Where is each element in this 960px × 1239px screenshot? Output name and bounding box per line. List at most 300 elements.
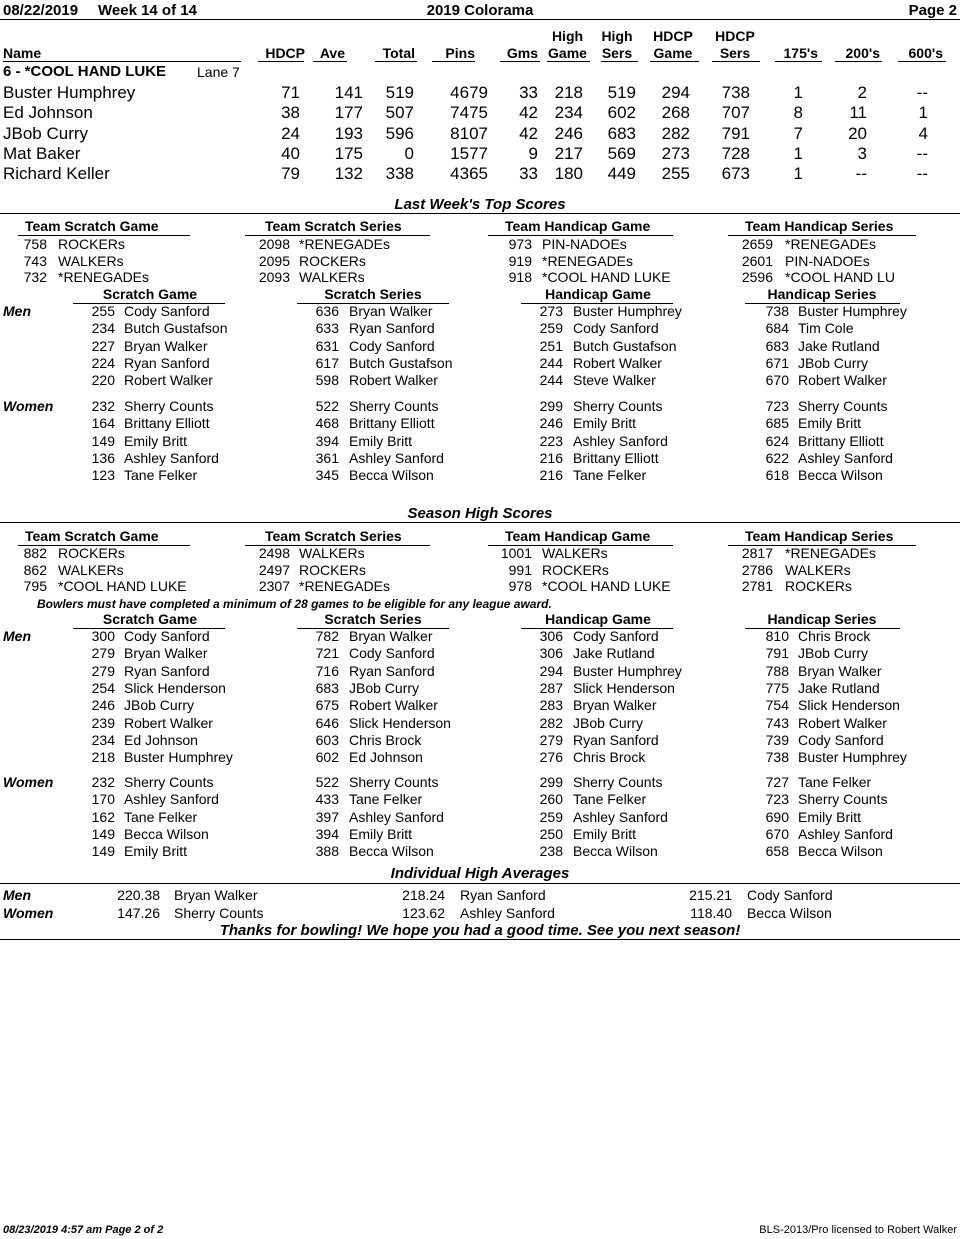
men-score: 633 bbox=[315, 320, 339, 337]
report-date: 08/22/2019 bbox=[3, 2, 79, 19]
avg-women-label: Women bbox=[3, 905, 54, 921]
col-high-sers-line2: Sers bbox=[601, 45, 633, 61]
men-score: 721 bbox=[315, 645, 339, 662]
men-bowler: Jake Rutland bbox=[573, 645, 655, 662]
team-score: 862 bbox=[23, 561, 47, 578]
men-bowler: Robert Walker bbox=[573, 354, 662, 371]
bowler-c200: 11 bbox=[849, 103, 867, 123]
men-bowler: Cody Sanford bbox=[349, 645, 435, 662]
team-name: ROCKERs bbox=[542, 561, 609, 578]
men-bowler: Cody Sanford bbox=[573, 628, 659, 644]
men-score: 788 bbox=[765, 662, 789, 679]
bowler-gms: 42 bbox=[519, 103, 538, 123]
col-high-sers-line1: High bbox=[601, 28, 633, 44]
women-bowler: Emily Britt bbox=[124, 432, 187, 449]
men-score: 294 bbox=[539, 662, 563, 679]
men-score: 273 bbox=[539, 303, 563, 319]
women-score: 149 bbox=[91, 432, 115, 449]
bowler-ave: 132 bbox=[334, 164, 363, 184]
team-name: *RENEGADEs bbox=[785, 545, 877, 561]
men-bowler: Ryan Sanford bbox=[124, 354, 210, 371]
page-number: Page 2 bbox=[908, 2, 957, 19]
men-bowler: Slick Henderson bbox=[124, 679, 226, 696]
men-score: 259 bbox=[539, 320, 563, 337]
col-underline bbox=[712, 61, 760, 62]
men-bowler: Robert Walker bbox=[349, 697, 438, 714]
women-score: 723 bbox=[765, 398, 789, 414]
team-name: *COOL HAND LU bbox=[785, 269, 895, 286]
bowler-hdcp: 79 bbox=[281, 164, 300, 184]
bowler-total: 338 bbox=[385, 164, 414, 184]
women-bowler: Becca Wilson bbox=[798, 467, 883, 484]
men-bowler: Ryan Sanford bbox=[573, 731, 659, 748]
bowler-c175: 1 bbox=[793, 143, 803, 163]
bowler-c175: 8 bbox=[793, 103, 803, 123]
women-score: 149 bbox=[91, 825, 115, 842]
col-underline bbox=[500, 61, 540, 62]
team-score: 2093 bbox=[258, 269, 290, 286]
bowler-total: 0 bbox=[404, 143, 414, 163]
women-score: 162 bbox=[91, 808, 115, 825]
team-lane: Lane 7 bbox=[197, 64, 240, 80]
women-label: Women bbox=[3, 774, 54, 790]
bowler-c175: 1 bbox=[793, 83, 803, 102]
men-score: 251 bbox=[539, 337, 563, 354]
bowler-hdg: 294 bbox=[661, 83, 690, 102]
men-score: 276 bbox=[539, 749, 563, 766]
women-bowler: Ashley Sanford bbox=[124, 791, 219, 808]
bowler-hg: 234 bbox=[554, 103, 583, 123]
men-bowler: Tim Cole bbox=[798, 320, 854, 337]
col-underline bbox=[3, 61, 241, 62]
team-name: *COOL HAND LUKE bbox=[58, 578, 187, 595]
women-bowler: Tane Felker bbox=[573, 791, 647, 808]
col-underline bbox=[547, 61, 590, 62]
col-ave: Ave bbox=[319, 45, 345, 61]
team-score: 2497 bbox=[258, 561, 290, 578]
women-bowler: Tane Felker bbox=[349, 791, 423, 808]
women-bowler: Sherry Counts bbox=[798, 791, 888, 808]
bowler-name: JBob Curry bbox=[3, 123, 89, 143]
team-score: 2596 bbox=[741, 269, 773, 286]
team-score: 2307 bbox=[258, 578, 290, 595]
bowler-hdcp: 24 bbox=[281, 123, 300, 143]
women-bowler: Sherry Counts bbox=[349, 398, 439, 414]
team-header: Team Scratch Series bbox=[265, 218, 402, 234]
men-score: 287 bbox=[539, 679, 563, 696]
men-bowler: Ed Johnson bbox=[124, 731, 198, 748]
men-score: 254 bbox=[91, 679, 115, 696]
women-score: 468 bbox=[315, 415, 339, 432]
women-score: 394 bbox=[315, 432, 339, 449]
averages-rule bbox=[0, 883, 960, 884]
women-score: 433 bbox=[315, 791, 339, 808]
men-score: 675 bbox=[315, 697, 339, 714]
women-score: 723 bbox=[765, 791, 789, 808]
bowler-hs: 569 bbox=[607, 143, 636, 163]
average-bowler: Sherry Counts bbox=[174, 905, 264, 921]
men-score: 646 bbox=[315, 714, 339, 731]
season-rule bbox=[0, 522, 960, 523]
team-score: 1001 bbox=[500, 545, 532, 561]
bowler-pins: 7475 bbox=[450, 103, 488, 123]
license-text: BLS-2013/Pro licensed to Robert Walker bbox=[759, 1224, 957, 1236]
men-score: 738 bbox=[765, 749, 789, 766]
men-score: 234 bbox=[91, 731, 115, 748]
col-underline bbox=[313, 61, 347, 62]
men-bowler: JBob Curry bbox=[349, 679, 420, 696]
women-score: 522 bbox=[315, 398, 339, 414]
bowler-pins: 8107 bbox=[450, 123, 488, 143]
men-score: 220 bbox=[91, 372, 115, 389]
closing-rule bbox=[0, 939, 960, 940]
team-name: WALKERs bbox=[785, 561, 851, 578]
bowler-hds: 738 bbox=[721, 83, 750, 102]
bowler-hdcp: 71 bbox=[281, 83, 300, 102]
women-score: 216 bbox=[539, 449, 563, 466]
women-score: 727 bbox=[765, 774, 789, 790]
men-bowler: Steve Walker bbox=[573, 372, 656, 389]
men-bowler: Jake Rutland bbox=[798, 337, 880, 354]
bowler-hds: 707 bbox=[721, 103, 750, 123]
men-bowler: Butch Gustafson bbox=[349, 354, 453, 371]
team-score: 2095 bbox=[258, 252, 290, 269]
team-score: 743 bbox=[23, 252, 47, 269]
men-score: 791 bbox=[765, 645, 789, 662]
bowler-c200: 2 bbox=[857, 83, 867, 102]
men-label: Men bbox=[3, 628, 31, 644]
average-value: 218.24 bbox=[402, 887, 445, 903]
women-score: 149 bbox=[91, 843, 115, 860]
men-score: 279 bbox=[539, 731, 563, 748]
women-score: 345 bbox=[315, 467, 339, 484]
average-value: 220.38 bbox=[117, 887, 160, 903]
women-bowler: Sherry Counts bbox=[573, 398, 663, 414]
men-bowler: Slick Henderson bbox=[349, 714, 451, 731]
men-score: 683 bbox=[765, 337, 789, 354]
men-score: 255 bbox=[91, 303, 115, 319]
individual-header: Scratch Series bbox=[324, 286, 422, 302]
men-bowler: Buster Humphrey bbox=[573, 662, 682, 679]
col-underline bbox=[775, 61, 822, 62]
women-score: 685 bbox=[765, 415, 789, 432]
bowler-gms: 33 bbox=[519, 164, 538, 184]
men-score: 234 bbox=[91, 320, 115, 337]
men-bowler: Cody Sanford bbox=[573, 320, 659, 337]
individual-header: Handicap Game bbox=[545, 286, 651, 302]
bowler-name: Richard Keller bbox=[3, 164, 110, 184]
team-name: WALKERs bbox=[299, 545, 365, 561]
women-bowler: Brittany Elliott bbox=[349, 415, 435, 432]
women-score: 670 bbox=[765, 825, 789, 842]
team-label: 6 - *COOL HAND LUKE bbox=[3, 63, 167, 80]
men-bowler: Ed Johnson bbox=[349, 749, 423, 766]
men-score: 300 bbox=[91, 628, 115, 644]
men-score: 282 bbox=[539, 714, 563, 731]
women-score: 622 bbox=[765, 449, 789, 466]
men-score: 218 bbox=[91, 749, 115, 766]
men-score: 670 bbox=[765, 372, 789, 389]
women-bowler: Sherry Counts bbox=[573, 774, 663, 790]
season-title: Season High Scores bbox=[407, 505, 553, 522]
men-score: 716 bbox=[315, 662, 339, 679]
women-bowler: Sherry Counts bbox=[124, 774, 214, 790]
men-bowler: Butch Gustafson bbox=[573, 337, 677, 354]
team-name: *RENEGADEs bbox=[58, 269, 150, 286]
women-bowler: Tane Felker bbox=[124, 808, 198, 825]
men-bowler: Buster Humphrey bbox=[798, 303, 907, 319]
bowler-total: 507 bbox=[385, 103, 414, 123]
women-score: 388 bbox=[315, 843, 339, 860]
bowler-total: 519 bbox=[385, 83, 414, 102]
women-bowler: Becca Wilson bbox=[349, 843, 434, 860]
team-name: ROCKERs bbox=[58, 545, 125, 561]
week-label: Week 14 of 14 bbox=[98, 2, 197, 19]
average-bowler: Ashley Sanford bbox=[460, 905, 555, 921]
women-score: 136 bbox=[91, 449, 115, 466]
team-score: 991 bbox=[508, 561, 532, 578]
bowler-total: 596 bbox=[385, 123, 414, 143]
men-bowler: Butch Gustafson bbox=[124, 320, 228, 337]
men-score: 782 bbox=[315, 628, 339, 644]
eligibility-note: Bowlers must have completed a minimum of 28 games to be eligible for any league award. bbox=[37, 597, 552, 611]
bowler-hdcp: 38 bbox=[281, 103, 300, 123]
col-hdcp: HDCP bbox=[265, 45, 305, 61]
col-name: Name bbox=[3, 45, 42, 61]
women-bowler: Brittany Elliott bbox=[798, 432, 884, 449]
women-bowler: Emily Britt bbox=[798, 415, 861, 432]
women-score: 123 bbox=[91, 467, 115, 484]
men-bowler: Chris Brock bbox=[349, 731, 422, 748]
women-bowler: Ashley Sanford bbox=[124, 449, 219, 466]
team-score: 2781 bbox=[741, 578, 773, 595]
women-bowler: Becca Wilson bbox=[124, 825, 209, 842]
header-rule bbox=[0, 19, 960, 20]
team-name: WALKERs bbox=[58, 561, 124, 578]
col-underline bbox=[650, 61, 699, 62]
bowler-gms: 33 bbox=[519, 83, 538, 102]
women-score: 232 bbox=[91, 398, 115, 414]
bowler-name: Mat Baker bbox=[3, 143, 81, 163]
women-bowler: Becca Wilson bbox=[798, 843, 883, 860]
women-score: 238 bbox=[539, 843, 563, 860]
team-name: ROCKERs bbox=[299, 561, 366, 578]
men-bowler: Robert Walker bbox=[798, 714, 887, 731]
team-name: PIN-NADOEs bbox=[785, 252, 870, 269]
average-value: 147.26 bbox=[117, 905, 160, 921]
men-bowler: Bryan Walker bbox=[124, 645, 208, 662]
women-score: 690 bbox=[765, 808, 789, 825]
men-bowler: Buster Humphrey bbox=[798, 749, 907, 766]
men-bowler: Buster Humphrey bbox=[573, 303, 682, 319]
women-bowler: Emily Britt bbox=[798, 808, 861, 825]
bowler-ave: 175 bbox=[334, 143, 363, 163]
team-name: WALKERs bbox=[542, 545, 608, 561]
men-score: 227 bbox=[91, 337, 115, 354]
team-header: Team Scratch Game bbox=[25, 528, 159, 544]
col-underline bbox=[601, 61, 638, 62]
col-pins: Pins bbox=[445, 45, 475, 61]
women-score: 618 bbox=[765, 467, 789, 484]
women-bowler: Emily Britt bbox=[349, 432, 412, 449]
men-score: 631 bbox=[315, 337, 339, 354]
men-bowler: Slick Henderson bbox=[573, 679, 675, 696]
men-bowler: Jake Rutland bbox=[798, 679, 880, 696]
col-high-game-line1: High bbox=[551, 28, 584, 44]
men-score: 683 bbox=[315, 679, 339, 696]
men-score: 684 bbox=[765, 320, 789, 337]
bowler-c600: -- bbox=[916, 83, 928, 102]
bowler-name: Ed Johnson bbox=[3, 103, 93, 123]
men-bowler: Ryan Sanford bbox=[124, 662, 210, 679]
average-bowler: Becca Wilson bbox=[747, 905, 832, 921]
women-bowler: Ashley Sanford bbox=[573, 432, 668, 449]
avg-men-label: Men bbox=[3, 887, 31, 903]
average-bowler: Bryan Walker bbox=[174, 887, 258, 903]
bowler-hs: 519 bbox=[607, 83, 636, 102]
women-bowler: Ashley Sanford bbox=[349, 808, 444, 825]
bowler-c600: -- bbox=[916, 143, 928, 163]
team-name: *RENEGADEs bbox=[542, 252, 634, 269]
report-title: 2019 Colorama bbox=[426, 2, 534, 19]
average-bowler: Ryan Sanford bbox=[460, 887, 546, 903]
team-header: Team Handicap Series bbox=[745, 528, 894, 544]
closing-message: Thanks for bowling! We hope you had a good time. See you next season! bbox=[219, 922, 741, 939]
men-score: 244 bbox=[539, 372, 563, 389]
bowler-hs: 683 bbox=[607, 123, 636, 143]
team-score: 919 bbox=[508, 252, 532, 269]
women-bowler: Ashley Sanford bbox=[798, 825, 893, 842]
women-bowler: Emily Britt bbox=[349, 825, 412, 842]
women-bowler: Tane Felker bbox=[124, 467, 198, 484]
women-score: 170 bbox=[91, 791, 115, 808]
women-score: 299 bbox=[539, 774, 563, 790]
bowler-name: Buster Humphrey bbox=[3, 83, 136, 102]
col-total: Total bbox=[382, 45, 415, 61]
col-underline bbox=[258, 61, 304, 62]
women-bowler: Emily Britt bbox=[573, 825, 636, 842]
individual-header: Handicap Game bbox=[545, 611, 651, 627]
women-score: 250 bbox=[539, 825, 563, 842]
bowler-pins: 1577 bbox=[450, 143, 488, 163]
men-score: 671 bbox=[765, 354, 789, 371]
team-score: 2659 bbox=[741, 236, 773, 252]
bowler-c200: 20 bbox=[848, 123, 867, 143]
bowler-hs: 602 bbox=[607, 103, 636, 123]
team-score: 2098 bbox=[258, 236, 290, 252]
team-header: Team Scratch Series bbox=[265, 528, 402, 544]
team-name: *RENEGADEs bbox=[785, 236, 877, 252]
team-name: PIN-NADOEs bbox=[542, 236, 627, 252]
men-bowler: Buster Humphrey bbox=[124, 749, 233, 766]
average-value: 215.21 bbox=[689, 887, 732, 903]
team-score: 978 bbox=[508, 578, 532, 595]
bowler-gms: 9 bbox=[528, 143, 538, 163]
men-score: 754 bbox=[765, 697, 789, 714]
women-bowler: Sherry Counts bbox=[349, 774, 439, 790]
team-score: 2786 bbox=[741, 561, 773, 578]
team-name: *COOL HAND LUKE bbox=[542, 269, 671, 286]
men-score: 244 bbox=[539, 354, 563, 371]
women-bowler: Becca Wilson bbox=[349, 467, 434, 484]
men-score: 306 bbox=[539, 628, 563, 644]
average-value: 123.62 bbox=[402, 905, 445, 921]
col-underline bbox=[375, 61, 417, 62]
col-600s: 600's bbox=[908, 45, 943, 61]
women-score: 624 bbox=[765, 432, 789, 449]
team-score: 2601 bbox=[741, 252, 773, 269]
bowler-ave: 193 bbox=[334, 123, 363, 143]
women-score: 658 bbox=[765, 843, 789, 860]
men-bowler: Chris Brock bbox=[573, 749, 646, 766]
team-header: Team Scratch Game bbox=[25, 218, 159, 234]
team-score: 882 bbox=[23, 545, 47, 561]
men-bowler: Cody Sanford bbox=[124, 303, 210, 319]
women-bowler: Sherry Counts bbox=[124, 398, 214, 414]
individual-header: Handicap Series bbox=[767, 611, 877, 627]
bowler-c600: 1 bbox=[918, 103, 928, 123]
men-bowler: JBob Curry bbox=[573, 714, 644, 731]
men-score: 810 bbox=[765, 628, 789, 644]
men-bowler: Bryan Walker bbox=[573, 697, 657, 714]
men-bowler: Bryan Walker bbox=[349, 303, 433, 319]
team-score: 2817 bbox=[741, 545, 773, 561]
men-score: 598 bbox=[315, 372, 339, 389]
men-score: 279 bbox=[91, 645, 115, 662]
women-bowler: Tane Felker bbox=[573, 467, 647, 484]
women-score: 522 bbox=[315, 774, 339, 790]
bowler-hds: 673 bbox=[721, 164, 750, 184]
women-score: 232 bbox=[91, 774, 115, 790]
individual-header: Handicap Series bbox=[767, 286, 877, 302]
women-score: 299 bbox=[539, 398, 563, 414]
average-value: 118.40 bbox=[690, 905, 732, 921]
bowler-hds: 728 bbox=[721, 143, 750, 163]
bowler-c600: 4 bbox=[918, 123, 928, 143]
men-score: 738 bbox=[765, 303, 789, 319]
col-200s: 200's bbox=[845, 45, 880, 61]
averages-title: Individual High Averages bbox=[390, 865, 570, 882]
team-score: 973 bbox=[508, 236, 532, 252]
col-underline bbox=[898, 61, 946, 62]
men-bowler: Robert Walker bbox=[798, 372, 887, 389]
men-score: 739 bbox=[765, 731, 789, 748]
individual-header: Scratch Game bbox=[102, 286, 198, 302]
individual-header: Scratch Game bbox=[102, 611, 198, 627]
men-score: 239 bbox=[91, 714, 115, 731]
col-underline bbox=[835, 61, 882, 62]
men-bowler: Cody Sanford bbox=[124, 628, 210, 644]
individual-header: Scratch Series bbox=[324, 611, 422, 627]
women-label: Women bbox=[3, 398, 54, 414]
men-bowler: Ryan Sanford bbox=[349, 320, 435, 337]
team-header: Team Handicap Game bbox=[505, 218, 651, 234]
team-name: *RENEGADEs bbox=[299, 236, 391, 252]
women-score: 216 bbox=[539, 467, 563, 484]
last-week-rule bbox=[0, 213, 960, 214]
bowler-c200: 3 bbox=[857, 143, 867, 163]
men-score: 603 bbox=[315, 731, 339, 748]
bowler-hs: 449 bbox=[607, 164, 636, 184]
col-underline bbox=[432, 61, 475, 62]
women-score: 164 bbox=[91, 415, 115, 432]
bowler-hds: 791 bbox=[721, 123, 750, 143]
col-gms: Gms bbox=[506, 45, 538, 61]
women-bowler: Brittany Elliott bbox=[124, 415, 210, 432]
men-score: 636 bbox=[315, 303, 339, 319]
women-bowler: Becca Wilson bbox=[573, 843, 658, 860]
men-bowler: JBob Curry bbox=[798, 354, 869, 371]
